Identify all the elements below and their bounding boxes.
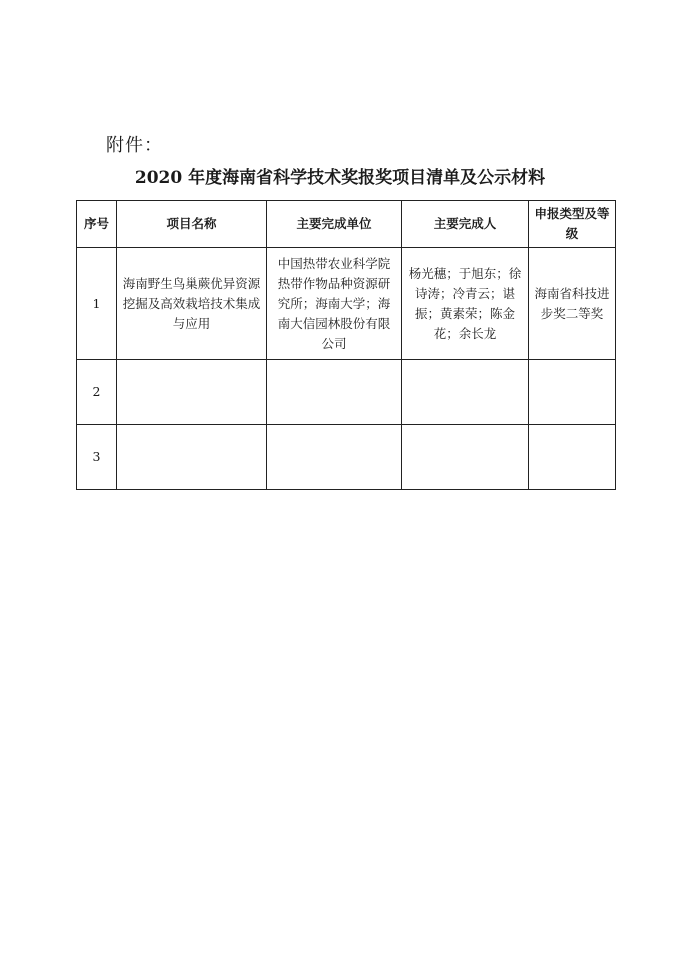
attachment-label: 附件： bbox=[106, 135, 163, 156]
row-no: 2 bbox=[77, 360, 117, 425]
document-title: 2020 年度海南省科学技术奖报奖项目清单及公示材料 bbox=[134, 168, 546, 188]
table-row bbox=[77, 248, 616, 360]
row-no: 1 bbox=[77, 248, 117, 360]
row-units bbox=[267, 425, 402, 490]
row-no: 3 bbox=[77, 425, 117, 490]
row-people bbox=[402, 360, 529, 425]
header-no: 序号 bbox=[77, 201, 117, 248]
row-category: 海南省科技进步奖二等奖 bbox=[529, 248, 616, 360]
row-project bbox=[117, 425, 267, 490]
table-row bbox=[77, 360, 616, 425]
row-project bbox=[117, 360, 267, 425]
table-row bbox=[77, 425, 616, 490]
row-project: 海南野生鸟巢蕨优异资源挖掘及高效栽培技术集成与应用 bbox=[117, 248, 267, 360]
header-people: 主要完成人 bbox=[402, 201, 529, 248]
row-people bbox=[402, 425, 529, 490]
table-header-row bbox=[77, 201, 616, 248]
header-project: 项目名称 bbox=[117, 201, 267, 248]
row-units bbox=[267, 360, 402, 425]
row-category bbox=[529, 425, 616, 490]
header-units: 主要完成单位 bbox=[267, 201, 402, 248]
award-table bbox=[76, 200, 616, 490]
row-category bbox=[529, 360, 616, 425]
row-units: 中国热带农业科学院热带作物品种资源研究所；海南大学；海南大信园林股份有限公司 bbox=[267, 248, 402, 360]
header-category: 申报类型及等级 bbox=[529, 201, 616, 248]
row-people: 杨光穗；于旭东；徐诗涛；冷青云；谌振；黄素荣；陈金花；余长龙 bbox=[402, 248, 529, 360]
